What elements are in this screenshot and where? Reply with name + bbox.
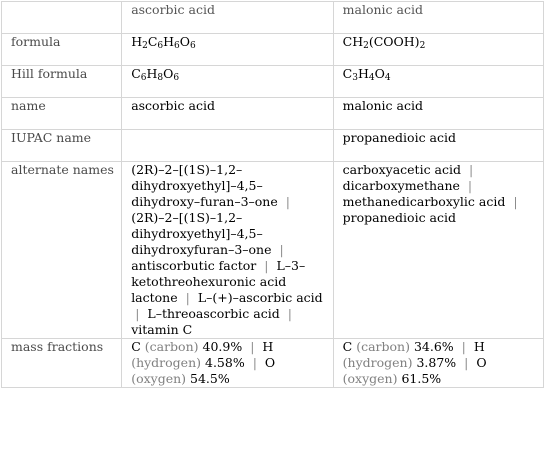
element-symbol: H (473, 339, 485, 354)
ascorbic-formula (122, 34, 333, 66)
alternate-name: (2R)–2–[(1S)–1,2–dihydroxyethyl]–4,5–dihydroxyfuran–3–one (131, 210, 272, 257)
header-row (2, 2, 544, 34)
element-name: (hydrogen) (342, 355, 413, 370)
formula-subscript: 3 (352, 73, 358, 83)
separator: | (461, 339, 466, 354)
formula-element: O (163, 66, 174, 81)
row-label-iupac-name: IUPAC name (2, 130, 122, 162)
mass-fractions-row (2, 339, 544, 388)
element-symbol: H (262, 339, 274, 354)
row-label-hill-formula: Hill formula (2, 66, 122, 98)
element-name: (oxygen) (131, 371, 187, 386)
alternate-name: propanedioic acid (342, 210, 456, 225)
alternate-name: L–threoascorbic acid (147, 306, 280, 321)
separator: | (279, 242, 284, 257)
malonic-mass-fractions (333, 339, 543, 388)
separator: | (469, 162, 474, 177)
alternate-name: L–(+)–ascorbic acid (197, 290, 323, 305)
ascorbic-alternate-names (122, 162, 333, 339)
alternate-name: vitamin C (131, 322, 193, 337)
hill-formula-row (2, 66, 544, 98)
formula-element: O (374, 66, 385, 81)
column-header-ascorbic-acid: ascorbic acid (122, 2, 333, 34)
element-name: (carbon) (144, 339, 199, 354)
formula-subscript: 6 (140, 73, 147, 83)
separator: | (513, 194, 518, 209)
corner-cell (2, 2, 122, 34)
formula-subscript: 4 (384, 73, 391, 83)
formula-element: H (163, 34, 175, 49)
alternate-name: antiscorbutic factor (131, 258, 257, 273)
element-symbol: O (476, 355, 487, 370)
separator: | (252, 355, 257, 370)
row-label-mass-fractions: mass fractions (2, 339, 122, 388)
name-row (2, 98, 544, 130)
mass-percent: 40.9% (202, 339, 243, 354)
ascorbic-name: ascorbic acid (122, 98, 333, 130)
alternate-name: L–3–ketothreohexuronic acid lactone (131, 258, 306, 305)
formula-subscript: 2 (142, 41, 148, 51)
comparison-table (1, 1, 544, 388)
separator: | (185, 290, 190, 305)
alternate-name: (2R)–2–[(1S)–1,2–dihydroxyethyl]–4,5–dihydroxy–furan–3–one (131, 162, 278, 209)
malonic-formula (333, 34, 543, 66)
separator: | (250, 339, 255, 354)
ascorbic-iupac-name (122, 130, 333, 162)
malonic-name: malonic acid (333, 98, 543, 130)
row-label-alternate-names: alternate names (2, 162, 122, 339)
formula-row (2, 34, 544, 66)
malonic-iupac-name: propanedioic acid (333, 130, 543, 162)
alternate-name: carboxyacetic acid (342, 162, 462, 177)
column-header-malonic-acid: malonic acid (333, 2, 543, 34)
row-label-name: name (2, 98, 122, 130)
formula-subscript: 6 (173, 73, 180, 83)
alternate-name: methanedicarboxylic acid (342, 194, 506, 209)
formula-element: C (342, 66, 353, 81)
separator: | (135, 306, 140, 321)
element-name: (carbon) (356, 339, 410, 354)
ascorbic-hill-formula (122, 66, 333, 98)
formula-subscript: 8 (157, 73, 164, 83)
element-name: (oxygen) (342, 371, 398, 386)
ascorbic-mass-fractions (122, 339, 333, 388)
mass-percent: 3.87% (416, 355, 457, 370)
alternate-names-row (2, 162, 544, 339)
mass-percent: 34.6% (413, 339, 454, 354)
separator: | (264, 258, 269, 273)
formula-subscript: 2 (363, 41, 369, 51)
alternate-name: dicarboxymethane (342, 178, 460, 193)
formula-subscript: 6 (174, 41, 180, 51)
formula-element: H (146, 66, 158, 81)
malonic-alternate-names (333, 162, 543, 339)
separator: | (464, 355, 469, 370)
formula-subscript: 6 (157, 41, 164, 51)
formula-subscript: 6 (190, 41, 196, 51)
separator: | (287, 306, 292, 321)
formula-element: H (357, 66, 369, 81)
element-name: (hydrogen) (131, 355, 202, 370)
formula-element: O (179, 34, 191, 49)
iupac-name-row (2, 130, 544, 162)
formula-subscript: 2 (419, 41, 426, 51)
mass-percent: 61.5% (401, 371, 442, 386)
formula-element: C (147, 34, 158, 49)
element-symbol: O (264, 355, 276, 370)
row-label-formula: formula (2, 34, 122, 66)
separator: | (285, 194, 290, 209)
formula-element: C (131, 66, 141, 81)
formula-element: CH (342, 34, 364, 49)
formula-element: (COOH) (368, 34, 420, 49)
element-symbol: C (342, 339, 353, 354)
separator: | (467, 178, 473, 193)
malonic-hill-formula (333, 66, 543, 98)
mass-percent: 4.58% (205, 355, 245, 370)
formula-element: H (131, 34, 143, 49)
mass-percent: 54.5% (190, 371, 230, 386)
formula-subscript: 4 (368, 73, 375, 83)
element-symbol: C (131, 339, 141, 354)
